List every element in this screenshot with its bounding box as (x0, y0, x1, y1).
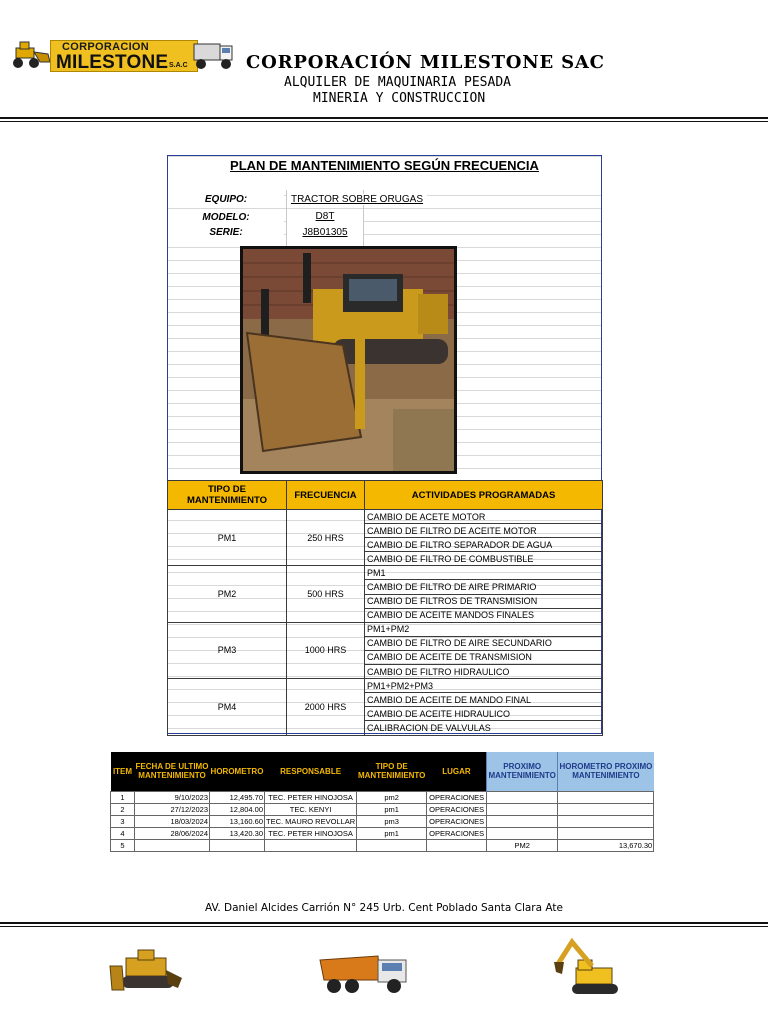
cell-responsable (265, 839, 357, 851)
cell-horometro: 13,420.30 (210, 827, 265, 839)
logo-text-corporacion: CORPORACION (62, 41, 150, 53)
table-row (168, 510, 603, 524)
logo-text-milestone: MILESTONE (56, 52, 169, 73)
cell-horometro: 12,804.00 (210, 803, 265, 815)
actividad-cell: PM1+PM2+PM3 (365, 679, 603, 693)
header-divider (0, 117, 768, 119)
cell-lugar: OPERACIONES (427, 803, 487, 815)
bulldozer-icon (108, 948, 184, 992)
table-row (111, 803, 654, 815)
cell-item: 2 (111, 803, 135, 815)
actividad-cell: CAMBIO DE ACEITE MANDOS FINALES (365, 608, 603, 622)
cell-horometro-proximo: 13,670.30 (558, 839, 654, 851)
actividad-cell: CAMBIO DE FILTRO DE AIRE PRIMARIO (365, 580, 603, 594)
equipo-label: EQUIPO: (168, 194, 284, 205)
actividad-cell: CAMBIO DE FILTRO DE AIRE SECUNDARIO (365, 636, 603, 650)
actividad-cell: CAMBIO DE FILTROS DE TRANSMISION (365, 594, 603, 608)
actividad-cell: CAMBIO DE FILTRO DE ACEITE MOTOR (365, 524, 603, 538)
cell-horometro: 13,160.60 (210, 815, 265, 827)
table-row (111, 827, 654, 839)
cell-item: 1 (111, 791, 135, 803)
table-row (168, 566, 603, 580)
company-logo (6, 38, 234, 78)
frecuencia-cell: 1000 HRS (287, 622, 365, 678)
cell-fecha: 27/12/2023 (135, 803, 210, 815)
cell-horometro-proximo (558, 791, 654, 803)
cell-responsable: TEC. PETER HINOJOSA (265, 827, 357, 839)
cell-tipo: pm1 (357, 827, 427, 839)
logo-text-sac: S.A.C (169, 62, 188, 69)
table-row (111, 815, 654, 827)
cell-responsable: TEC. PETER HINOJOSA (265, 791, 357, 803)
cell-fecha: 28/06/2024 (135, 827, 210, 839)
bulldozer-photo (240, 246, 457, 474)
frecuencia-cell: 500 HRS (287, 566, 365, 622)
history-header-lugar: LUGAR (427, 752, 487, 791)
tipo-cell: PM1 (168, 510, 287, 566)
actividad-cell: CAMBIO DE ACETE MOTOR (365, 510, 603, 524)
serie-value: J8B01305 (287, 227, 363, 238)
cell-responsable: TEC. KENYI (265, 803, 357, 815)
cell-item: 4 (111, 827, 135, 839)
company-subtitle-1: ALQUILER DE MAQUINARIA PESADA (284, 75, 511, 90)
table-header-row (168, 481, 603, 510)
actividad-cell: CAMBIO DE FILTRO DE COMBUSTIBLE (365, 552, 603, 566)
cell-lugar (427, 839, 487, 851)
cell-item: 5 (111, 839, 135, 851)
header-tipo: TIPO DE MANTENIMIENTO (168, 481, 287, 510)
frecuencia-cell: 2000 HRS (287, 679, 365, 735)
history-header-responsable: RESPONSABLE (265, 752, 357, 791)
plan-title: PLAN DE MANTENIMIENTO SEGÚN FRECUENCIA (168, 158, 601, 174)
cell-tipo: pm2 (357, 791, 427, 803)
actividad-cell: CALIBRACION DE VALVULAS (365, 721, 603, 735)
header-actividades: ACTIVIDADES PROGRAMADAS (365, 481, 603, 510)
history-header-tipo: TIPO DE MANTENIMIENTO (357, 752, 427, 791)
cell-proximo: PM2 (487, 839, 558, 851)
cell-tipo: pm1 (357, 803, 427, 815)
cell-horometro: 12,495.70 (210, 791, 265, 803)
actividad-cell: PM1+PM2 (365, 622, 603, 636)
history-header-item: ITEM (111, 752, 135, 791)
cell-horometro-proximo (558, 815, 654, 827)
cell-tipo (357, 839, 427, 851)
dump-truck-icon (192, 38, 236, 72)
actividad-cell: CAMBIO DE ACEITE DE MANDO FINAL (365, 693, 603, 707)
cell-lugar: OPERACIONES (427, 791, 487, 803)
table-row (111, 791, 654, 803)
bulldozer-illustration (243, 249, 454, 471)
actividad-cell: CAMBIO DE ACEITE HIDRAULICO (365, 707, 603, 721)
modelo-value: D8T (287, 211, 363, 222)
cell-horometro-proximo (558, 803, 654, 815)
actividad-cell: CAMBIO DE FILTRO HIDRAULICO (365, 665, 603, 679)
cell-fecha: 9/10/2023 (135, 791, 210, 803)
company-name: CORPORACIÓN MILESTONE SAC (246, 52, 605, 73)
header-divider-thin (0, 121, 768, 122)
company-address: AV. Daniel Alcides Carrión N° 245 Urb. Cent Poblado Santa Clara Ate (205, 902, 563, 914)
cell-item: 3 (111, 815, 135, 827)
actividad-cell: CAMBIO DE ACEITE DE TRANSMISION (365, 650, 603, 664)
history-header-horometro: HOROMETRO (210, 752, 265, 791)
cell-lugar: OPERACIONES (427, 815, 487, 827)
maintenance-schedule-table (167, 480, 603, 736)
cell-lugar: OPERACIONES (427, 827, 487, 839)
history-header-proximo: PROXIMO MANTENIMIENTO (487, 752, 558, 791)
frecuencia-cell: 250 HRS (287, 510, 365, 566)
history-header-fecha: FECHA DE ULTIMO MANTENIMIENTO (135, 752, 210, 791)
modelo-label: MODELO: (168, 212, 284, 223)
actividad-cell: CAMBIO DE FILTRO SEPARADOR DE AGUA (365, 538, 603, 552)
tipo-cell: PM4 (168, 679, 287, 735)
cell-tipo: pm3 (357, 815, 427, 827)
tipo-cell: PM3 (168, 622, 287, 678)
cell-proximo (487, 815, 558, 827)
dump-truck-icon (318, 950, 410, 996)
excavator-icon (552, 938, 622, 998)
history-header-row (111, 752, 654, 791)
serie-label: SERIE: (168, 227, 284, 238)
cell-fecha: 18/03/2024 (135, 815, 210, 827)
table-row (168, 679, 603, 693)
company-subtitle-2: MINERIA Y CONSTRUCCION (313, 91, 486, 106)
cell-proximo (487, 791, 558, 803)
history-header-horometro-proximo: HOROMETRO PROXIMO MANTENIMIENTO (558, 752, 654, 791)
equipo-value: TRACTOR SOBRE ORUGAS (287, 194, 427, 205)
wheel-loader-icon (6, 40, 52, 70)
footer-divider-thin (0, 926, 768, 927)
actividad-cell: PM1 (365, 566, 603, 580)
tipo-cell: PM2 (168, 566, 287, 622)
cell-responsable: TEC. MAURO REVOLLAR (266, 816, 356, 826)
cell-horometro-proximo (558, 827, 654, 839)
cell-horometro (210, 839, 265, 851)
table-row (168, 622, 603, 636)
cell-proximo (487, 827, 558, 839)
footer-divider (0, 922, 768, 924)
cell-proximo (487, 803, 558, 815)
cell-fecha (135, 839, 210, 851)
table-row (111, 839, 654, 851)
header-frecuencia: FRECUENCIA (287, 481, 365, 510)
maintenance-history-table (110, 752, 654, 852)
